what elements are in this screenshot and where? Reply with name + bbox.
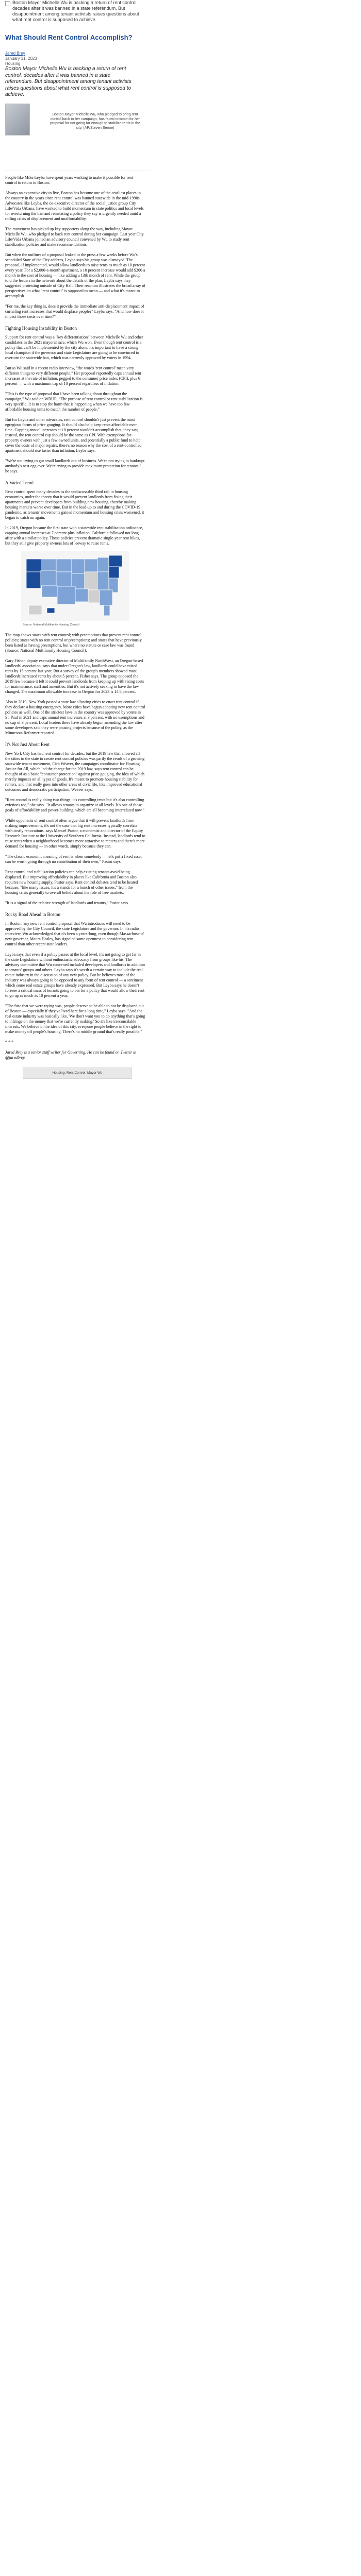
section-heading: Fighting Housing Instability in Boston: [5, 326, 77, 331]
article-title: What Should Rent Control Accomplish?: [5, 33, 133, 41]
author: [5, 51, 108, 56]
paragraph: "It is a signal of the relative strength of landlords and tenants," Pastor says.: [5, 901, 129, 905]
paragraph: "The fuse that we were trying was, people deserve to be able to not be displaced out of Boston — especially if they've lived here for a long time," Leyba says. "And the real estate industry was basically like, 'We don't want you to do anything that's going to infringe on the money that we're currently making.' So it's like irreconcilable interests. We believe in the idea of this city, everyone people believe in the right to make money off people's housing. There's no middle ground that's really possible.": [5, 1004, 145, 1034]
paragraph: The map shows states with rent control; with preemptions that prevent rent control policies; states with no rent control or preemptions; and states that have previously been listed as having preemptions, but where no statute or case law was found (Source: National Multifamily Housing Council).: [5, 633, 142, 653]
paragraph: In Boston, any new rent control proposal that Wu introduces will need to be approved by the City Council, the state Legislature and the governor. In his radio interview, Wu acknowledged that it's been a years-long, even though Massachusetts' new governor, Maura Healey, has signaled some openness to considering rent control than other recent state leaders.: [5, 921, 144, 946]
paragraph: "The classic economic meaning of rent is when somebody — let's put a fixed asset can be worth going through no contribution of their own," Pastor says.: [5, 854, 142, 864]
state-shape: [56, 572, 72, 586]
article-body: [5, 175, 145, 1082]
author-link[interactable]: Jared Brey: [5, 51, 25, 56]
tags-bar: Housing, Rent Control, Mayor Wu: [23, 1067, 132, 1079]
article-meta: [5, 51, 108, 66]
state-shape: [72, 559, 85, 573]
state-shape: [100, 590, 112, 605]
state-shape: [75, 589, 88, 602]
paragraph: Rent control and stabilization policies can help existing tenants avoid being displaced. But improving affordability in places like California and Boston also requires new housing supply, Pastor says. Rent control debates tend to be heated because, "like many issues, it's a stands for a bunch of other issues," from the housing crisis generally to overall beliefs about the role of free markets.: [5, 870, 138, 895]
state-shape: [57, 586, 75, 604]
paragraph: New York City has had rent control for decades, but the 2019 law that allowed all the cities in the state to create rent control policies was partly the result of a growing statewide tenant movement, Ciro Weaver, the campaigns coordinator for Housing Justice for All, which led the charge for the 2019 law, says rent control can be thought of as a basic "consumer protection" against price gouging, the idea of which merely imposes on all types of goods. It's meant to promote housing stability for renters, and that really goes into other areas of civic life, like improved educational outcomes and democratic participation, Weaver says.: [5, 751, 145, 792]
state-shape: [88, 590, 100, 603]
state-shape: [41, 570, 56, 586]
state-shape: [97, 572, 109, 590]
paragraph: But as Wu said in a recent radio interview, "the words 'rent control' mean very different things to very different people." Her proposal reportedly caps annual rent increases at the rate of inflation, pegged to the consumer price index (CPI), plus 6 percent — with a maximum cap of 10 percent regardless of inflation.: [5, 366, 141, 386]
us-states-map: [21, 551, 129, 621]
state-shape: [42, 586, 57, 597]
paragraph: While opponents of rent control often argue that it will prevent landlords from making improvements, it's not the case that big rent increases typically correlate with costly renovations, says Manuel Pastor, a economist and director of the Equity Research Institute at the University of Southern California. Instead, landlords tend to raise rents when a neighborhood becomes more attractive to renters and there's more demand for housing — in other words, simply because they can.: [5, 818, 145, 849]
state-shape: [42, 559, 56, 570]
author-bio: Jared Brey is a senior staff writer for Governing. He can be found on Twitter at @jaredbrey.: [5, 1050, 137, 1060]
state-shape: [47, 608, 55, 613]
photo-caption: Boston Mayor Michelle Wu, who pledged to bring rent control back to her campaign, has faced criticism for her proposal for not going far enough to stabilize rents in the city. (AP/Steven Senne): [50, 113, 140, 130]
hero-image-alt-text: Boston Mayor Michelle Wu is backing a return of rent control. decades after it was banned in a state referendum. But disappointment among tenant activists raises questions about what rent control is supposed to achieve.: [12, 0, 139, 22]
paragraph: Rent control spent many decades as the undiscussable third rail in housing economics, under the theory that it would prevent landlords from fixing their apartments and prevent developers from building new housing, thereby making housing markets worse over time. But in the lead-up to and during the COVID-19 pandemic, as tenants' movements gained momentum and housing crisis worsened, it began to catch on again.: [5, 489, 144, 520]
state-shape: [85, 559, 97, 572]
paragraph: Also in 2019, New York passed a state law allowing cities to enact rent control if they declare a housing emergency. More cities have begun adopting new rent control policies as well. One of the strictest laws in the country was approved by voters in St. Paul in 2021 and caps annual rent increases at 3 percent, with no exemptions and no cap of 3 percent. Local leaders there have already begun amending the law after some developers said they were pausing projects because of the policy, as the Minnesota Reformer reported.: [5, 700, 145, 735]
mayor-photo: [5, 104, 30, 135]
paragraph: "This is the type of proposal that I have been talking about throughout the campaign," Wu said on WBUR. "The purpose of rent control or rent stabilization is very specific. It is to stop the harm that is happening when we have too few affordable housing units to match the number of people.": [5, 392, 143, 412]
paragraph: "We're not trying to gut small landlords out of business. We're not trying to bankrupt anybody's nest egg ever. We're trying to provide maximum protection for tenants," he says.: [5, 459, 145, 473]
paragraph: Always an expensive city to live, Boston has become one of the costliest places in the country in the years since rent control was banned statewide in the mid-1990s. Advocates like Leyba, the co-executive director of the social justice group City Life/Vida Urbana, have worked to build momentum in state politics and local levels for overturning the ban and reinstating a policy they say is urgently needed amid a rolling crisis of displacement and unaffordability.: [5, 191, 144, 221]
state-shape: [26, 559, 42, 572]
state-shape: [97, 557, 109, 572]
paragraph: Leyba says that even if a policy passes at the local level, it's not going to get far in the state Legislature without enthusiastic advocacy from groups like his. The advisory committee that Wu convened included developers and landlords in addition to tenants' groups and others. Leyba says it's worth a certain way to include the real estate industry in the discussion of any new policy. But he believes most of the industry was always going to be opposed to any form of rent control — a sentiment which some real estate groups have already expressed. But Leyba says he doesn't foresee a critical mass of tenants going to bat for a policy that would allow their rent to go up as much as 10 percent a year.: [5, 952, 145, 998]
broken-image-icon: [5, 1, 10, 6]
section-tag: Housing: [5, 61, 21, 66]
state-shape: [85, 572, 97, 590]
separator: * * *: [5, 1040, 13, 1044]
paragraph: The movement has picked up key supporters along the way, including Mayor Michelle Wu, who pledged to back rent control during her campaign. Last year City Life/Vida Urbana joined an advisory council convened by Wu to study rent stabilization policies and make recommendations.: [5, 227, 144, 247]
section-heading: It's Not Just About Rent: [5, 742, 50, 747]
state-shape: [104, 605, 110, 616]
paragraph: "For me, the key thing is, does it provide the immediate anti-displacement impact of curtailing rent increases that would displace people?" Leyba says. "And how does it impact those costs over time?": [5, 304, 144, 319]
state-shape: [29, 605, 42, 615]
publish-date: January 31, 2023: [5, 56, 37, 61]
paragraph: But when the outlines of a proposal leaked to the press a few weeks before Wu's scheduled State of the City address, Leyba says his group was dismayed. The proposal, if implemented, would allow landlords to raise rents as much as 10 percent every year. For a $2,000-a-month apartment, a 10 percent increase would add $200 a month to the cost of housing — like adding a 13th month of rent. While the group told the leaders in the network about the details of the plan, Leyba says they suggested protesting outside of City Hall. Their reaction illustrates the broad array of perspectives on what "rent control" is supposed to mean — and what it's meant to accomplish.: [5, 252, 146, 298]
article-lede: Boston Mayor Michelle Wu is backing a return of rent control. decades after it was banned in a state referendum. But disappointment among tenant activists raises questions about what rent control is supposed to achieve.: [5, 66, 132, 97]
photo-figure: [5, 103, 150, 171]
rent-control-map-figure: [5, 551, 145, 628]
state-shape: [109, 555, 122, 567]
section-heading: Rocky Road Ahead in Boston: [5, 912, 60, 917]
map-caption: Source: National Multifamily Housing Council: [23, 623, 79, 626]
paragraph: Gary Fisher, deputy executive director of Multifamily NorthWest, an Oregon-based landlords' association, says that under Oregon's law, landlords could have raised rents by 15 percent last year. But a survey of the group's members showed most landlords increased rents by about 5 percent, Fisher says. The group opposed the 2019 law because it felt it could prevent landlords from keeping up with rising costs for maintenance, staff and amenities. But it's not actively seeking to have the law changed. The maximum allowable increase in Oregon for 2023 is 14.6 percent.: [5, 658, 144, 694]
hero-image-broken: [5, 0, 139, 31]
state-shape: [56, 559, 72, 572]
tags-figure: [5, 1067, 145, 1079]
paragraph: "Rent control is really doing two things: it's controlling rents but it's also controlling evictions too," she says. "It allows tenants to organize at all levels. It's one of those goals of affordability and power-building, which are all becoming interrelated now.": [5, 798, 144, 812]
section-heading: A Varied Trend: [5, 480, 34, 485]
paragraph: Support for rent control was a "key differentiation" between Michelle Wu and other candidates in the 2021 mayoral race, which Wu won. Even though rent control is a policy that can't be implemented by the city alone, it's important to have a strong local champion if the governor and state Legislature are going to be convinced to overturn the statewide ban, which was narrowly approved by voters in 1994.: [5, 335, 143, 360]
paragraph: People like Mike Leyba have spent years working to make it possible for rent control to return to Boston.: [5, 175, 134, 185]
state-shape: [109, 567, 119, 578]
paragraph: But for Leyba and other advocates, rent control shouldn't just prevent the most egregious forms of price gouging. It should also help keep rents affordable over time. Capping annual increases at 10 percent wouldn't accomplish that, they say; instead, the rent control cap should be the same as CPI. With exemptions for property owners with just a few owned units, and potentially a public fund to help cover the costs of major repairs, there's no reason why the cost of a rent-controlled apartment should rise faster than inflation, Leyba says.: [5, 417, 142, 453]
paragraph: In 2019, Oregon became the first state with a statewide rent stabilization ordinance, capping annual increases at 7 percent plus inflation. California followed not long after with a similar policy. Those policies prevent dramatic single-year rent hikes, but they still give property owners lots of leeway to raise rents.: [5, 526, 143, 546]
state-shape: [26, 572, 41, 588]
